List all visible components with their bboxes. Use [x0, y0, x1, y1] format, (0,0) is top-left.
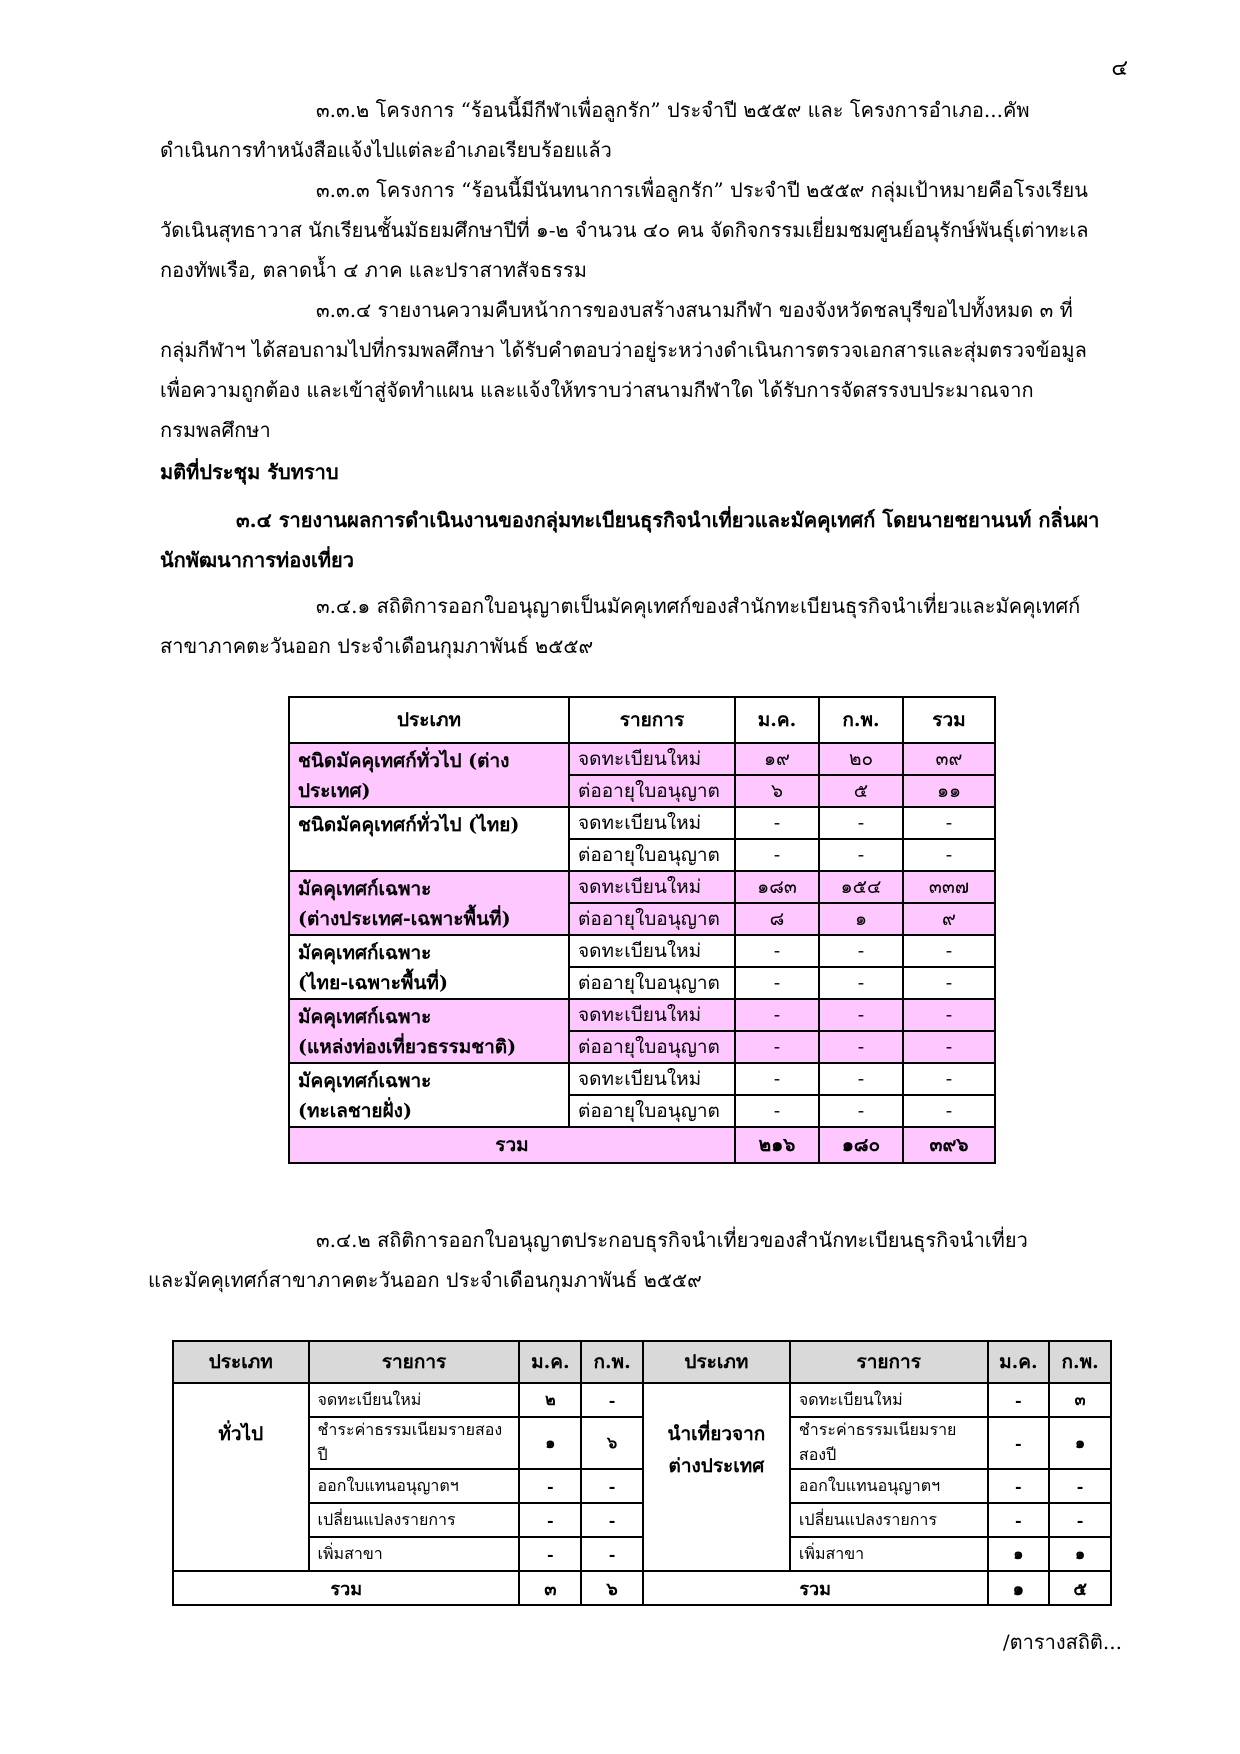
value-cell: -	[735, 807, 819, 839]
col-header-item-left: รายการ	[309, 1341, 520, 1383]
value-cell: ๑	[988, 1537, 1050, 1571]
table-row	[289, 807, 995, 839]
item-cell: ต่ออายุใบอนุญาต	[569, 839, 735, 871]
business-type-inbound-line1: นำเที่ยวจาก	[667, 1423, 766, 1445]
value-cell: ๑๑	[903, 775, 995, 807]
col-header-type: ประเภท	[289, 697, 569, 743]
total-value: ๒๑๖	[735, 1127, 819, 1163]
col-header-jan-left: ม.ค.	[519, 1341, 581, 1383]
value-cell: -	[819, 999, 903, 1031]
paragraph-334-line4: กรมพลศึกษา	[160, 418, 271, 442]
value-cell: -	[819, 1031, 903, 1063]
value-cell: ๑๙	[735, 743, 819, 775]
col-header-item: รายการ	[569, 697, 735, 743]
paragraph-341-line2: สาขาภาคตะวันออก ประจำเดือนกุมภาพันธ์ ๒๕๕๙	[160, 634, 594, 658]
guide-type-label: มัคคุเทศก์เฉพาะ	[298, 1070, 432, 1092]
value-cell: -	[581, 1503, 643, 1537]
paragraph-332-line1: ๓.๓.๒ โครงการ “ร้อนนี้มีกีฬาเพื่อลูกรัก” ประจำปี ๒๕๕๙ และ โครงการอำเภอ...คัพ	[316, 98, 1030, 122]
value-cell: -	[903, 1063, 995, 1095]
guide-type-cell	[289, 871, 569, 935]
value-cell: -	[519, 1469, 581, 1503]
paragraph-332-line2: ดำเนินการทำหนังสือแจ้งไปแต่ละอำเภอเรียบร้อยแล้ว	[160, 138, 612, 162]
paragraph-333-line2: วัดเนินสุทธาวาส นักเรียนชั้นมัธยมศึกษาปีที่ ๑-๒ จำนวน ๔๐ คน จัดกิจกรรมเยี่ยมชมศูนย์อนุรักษ์พันธุ์เต่าทะเล	[160, 218, 1089, 242]
guide-type-label: ชนิดมัคคุเทศก์ทั่วไป (ไทย)	[298, 814, 520, 836]
value-cell: -	[581, 1383, 643, 1417]
col-header-type-left: ประเภท	[173, 1341, 309, 1383]
value-cell: -	[988, 1469, 1050, 1503]
guide-license-table	[288, 696, 996, 1164]
total-value: ๕	[1049, 1571, 1111, 1605]
item-cell: เปลี่ยนแปลงรายการ	[309, 1503, 520, 1537]
item-cell: จดทะเบียนใหม่	[569, 871, 735, 903]
value-cell: -	[819, 1063, 903, 1095]
col-header-jan: ม.ค.	[735, 697, 819, 743]
col-header-item-right: รายการ	[790, 1341, 988, 1383]
page-number: ๔	[1111, 56, 1128, 81]
table-row	[289, 1063, 995, 1095]
table-total-row	[289, 1127, 995, 1163]
col-header-total: รวม	[903, 697, 995, 743]
item-cell: จดทะเบียนใหม่	[569, 807, 735, 839]
table-row	[173, 1537, 1111, 1571]
value-cell: ๕	[819, 775, 903, 807]
value-cell: -	[903, 999, 995, 1031]
value-cell: -	[903, 1095, 995, 1127]
table-row	[173, 1417, 1111, 1469]
item-cell: ต่ออายุใบอนุญาต	[569, 1031, 735, 1063]
paragraph-333-line3: กองทัพเรือ, ตลาดน้ำ ๔ ภาค และปราสาทสัจธรรม	[160, 258, 587, 282]
value-cell: ๖	[581, 1417, 643, 1469]
value-cell: -	[735, 967, 819, 999]
guide-type-label: มัคคุเทศก์เฉพาะ	[298, 878, 432, 900]
item-cell: ชำระค่าธรรมเนียมรายสองปี	[309, 1417, 520, 1469]
value-cell: -	[903, 1031, 995, 1063]
value-cell: ๘	[735, 903, 819, 935]
guide-type-cell	[289, 935, 569, 999]
value-cell: ๙	[903, 903, 995, 935]
guide-type-sublabel: (ทะเลชายฝั่ง)	[298, 1100, 412, 1122]
value-cell: ๒	[519, 1383, 581, 1417]
table-row	[289, 743, 995, 775]
section-34-heading-line1: ๓.๔ รายงานผลการดำเนินงานของกลุ่มทะเบียนธุรกิจนำเที่ยวและมัคคุเทศก์ โดยนายชยานนท์ กลิ่นผา	[236, 508, 1100, 532]
value-cell: -	[819, 839, 903, 871]
value-cell: -	[735, 999, 819, 1031]
guide-type-label: มัคคุเทศก์เฉพาะ	[298, 1006, 432, 1028]
item-cell: ต่ออายุใบอนุญาต	[569, 967, 735, 999]
item-cell: ชำระค่าธรรมเนียมรายสองปี	[790, 1417, 988, 1469]
total-label-right: รวม	[643, 1571, 988, 1605]
paragraph-333-line1: ๓.๓.๓ โครงการ “ร้อนนี้มีนันทนาการเพื่อลูกรัก” ประจำปี ๒๕๕๙ กลุ่มเป้าหมายคือโรงเรียน	[316, 178, 1088, 202]
value-cell: -	[903, 967, 995, 999]
col-header-type-right: ประเภท	[643, 1341, 790, 1383]
guide-type-sublabel: (แหล่งท่องเที่ยวธรรมชาติ)	[298, 1036, 517, 1058]
value-cell: ๑	[519, 1417, 581, 1469]
total-value: ๑๘๐	[819, 1127, 903, 1163]
col-header-feb-right: ก.พ.	[1049, 1341, 1111, 1383]
paragraph-342-line1: ๓.๔.๒ สถิติการออกใบอนุญาตประกอบธุรกิจนำเที่ยวของสำนักทะเบียนธุรกิจนำเที่ยว	[316, 1228, 1028, 1252]
guide-type-cell	[289, 807, 569, 871]
value-cell: -	[819, 1095, 903, 1127]
paragraph-334-line2: กลุ่มกีฬาฯ ได้สอบถามไปที่กรมพลศึกษา ได้รับคำตอบว่าอยู่ระหว่างดำเนินการตรวจเอกสารและสุ่มตรวจข้อมูล	[160, 338, 1087, 362]
col-header-jan-right: ม.ค.	[988, 1341, 1050, 1383]
value-cell: -	[519, 1537, 581, 1571]
paragraph-342-line2: และมัคคุเทศก์สาขาภาคตะวันออก ประจำเดือนกุมภาพันธ์ ๒๕๕๙	[148, 1268, 702, 1292]
section-34-heading-line2: นักพัฒนาการท่องเที่ยว	[160, 548, 354, 572]
value-cell: -	[819, 807, 903, 839]
guide-type-cell	[289, 743, 569, 807]
item-cell: เพิ่มสาขา	[309, 1537, 520, 1571]
col-header-feb: ก.พ.	[819, 697, 903, 743]
value-cell: -	[735, 1063, 819, 1095]
item-cell: ออกใบแทนอนุญาตฯ	[790, 1469, 988, 1503]
item-cell: ต่ออายุใบอนุญาต	[569, 775, 735, 807]
item-cell: จดทะเบียนใหม่	[569, 935, 735, 967]
value-cell: ๑	[819, 903, 903, 935]
guide-type-sublabel: (ต่างประเทศ-เฉพาะพื้นที่)	[298, 908, 511, 930]
table-total-row	[173, 1571, 1111, 1605]
guide-type-label: ชนิดมัคคุเทศก์ทั่วไป (ต่างประเทศ)	[298, 750, 510, 802]
value-cell: -	[903, 935, 995, 967]
value-cell: ๑๕๔	[819, 871, 903, 903]
value-cell: ๑	[1049, 1417, 1111, 1469]
item-cell: จดทะเบียนใหม่	[569, 743, 735, 775]
total-value: ๖	[581, 1571, 643, 1605]
value-cell: -	[735, 935, 819, 967]
value-cell: -	[735, 1095, 819, 1127]
value-cell: ๓๓๗	[903, 871, 995, 903]
item-cell: จดทะเบียนใหม่	[309, 1383, 520, 1417]
value-cell: -	[735, 1031, 819, 1063]
value-cell: -	[1049, 1469, 1111, 1503]
item-cell: ต่ออายุใบอนุญาต	[569, 903, 735, 935]
table-row	[289, 935, 995, 967]
paragraph-341-line1: ๓.๔.๑ สถิติการออกใบอนุญาตเป็นมัคคุเทศก์ของสำนักทะเบียนธุรกิจนำเที่ยวและมัคคุเทศก์	[316, 594, 1081, 618]
business-type-general: ทั่วไป	[173, 1383, 309, 1571]
item-cell: ออกใบแทนอนุญาตฯ	[309, 1469, 520, 1503]
guide-type-sublabel: (ไทย-เฉพาะพื้นที่)	[298, 972, 448, 994]
value-cell: ๓	[1049, 1383, 1111, 1417]
value-cell: -	[988, 1383, 1050, 1417]
total-value: ๓	[519, 1571, 581, 1605]
table-row	[289, 871, 995, 903]
value-cell: -	[735, 839, 819, 871]
value-cell: -	[903, 839, 995, 871]
business-license-table	[172, 1340, 1112, 1606]
guide-type-cell	[289, 999, 569, 1063]
value-cell: ๑๘๓	[735, 871, 819, 903]
value-cell: -	[988, 1417, 1050, 1469]
resolution-text: มติที่ประชุม รับทราบ	[160, 460, 339, 484]
item-cell: เพิ่มสาขา	[790, 1537, 988, 1571]
item-cell: เปลี่ยนแปลงรายการ	[790, 1503, 988, 1537]
item-cell: จดทะเบียนใหม่	[569, 1063, 735, 1095]
value-cell: -	[819, 967, 903, 999]
value-cell: -	[581, 1469, 643, 1503]
paragraph-334-line1: ๓.๓.๔ รายงานความคืบหน้าการของบสร้างสนามกีฬา ของจังหวัดชลบุรีขอไปทั้งหมด ๓ ที่	[316, 298, 1073, 322]
table-row	[173, 1469, 1111, 1503]
table-header-row	[289, 697, 995, 743]
total-label-left: รวม	[173, 1571, 519, 1605]
table-header-row	[173, 1341, 1111, 1383]
value-cell: ๑	[1049, 1537, 1111, 1571]
value-cell: ๖	[735, 775, 819, 807]
guide-type-cell	[289, 1063, 569, 1127]
business-type-inbound-line2: ต่างประเทศ	[668, 1455, 765, 1477]
total-label: รวม	[289, 1127, 735, 1163]
value-cell: ๓๙	[903, 743, 995, 775]
value-cell: ๒๐	[819, 743, 903, 775]
table-row	[289, 999, 995, 1031]
col-header-feb-left: ก.พ.	[581, 1341, 643, 1383]
value-cell: -	[903, 807, 995, 839]
item-cell: จดทะเบียนใหม่	[569, 999, 735, 1031]
total-value: ๑	[988, 1571, 1050, 1605]
value-cell: -	[519, 1503, 581, 1537]
item-cell: จดทะเบียนใหม่	[790, 1383, 988, 1417]
value-cell: -	[988, 1503, 1050, 1537]
total-value: ๓๙๖	[903, 1127, 995, 1163]
item-cell: ต่ออายุใบอนุญาต	[569, 1095, 735, 1127]
table-row	[173, 1503, 1111, 1537]
value-cell: -	[581, 1537, 643, 1571]
guide-type-label: มัคคุเทศก์เฉพาะ	[298, 942, 432, 964]
value-cell: -	[819, 935, 903, 967]
paragraph-334-line3: เพื่อความถูกต้อง และเข้าสู่จัดทำแผน และแจ้งให้ทราบว่าสนามกีฬาใด ได้รับการจัดสรรงบประมาณจาก	[160, 378, 1034, 402]
business-type-inbound	[643, 1383, 790, 1571]
value-cell: -	[1049, 1503, 1111, 1537]
table-row	[173, 1383, 1111, 1417]
continuation-note: /ตารางสถิติ...	[1002, 1630, 1122, 1654]
